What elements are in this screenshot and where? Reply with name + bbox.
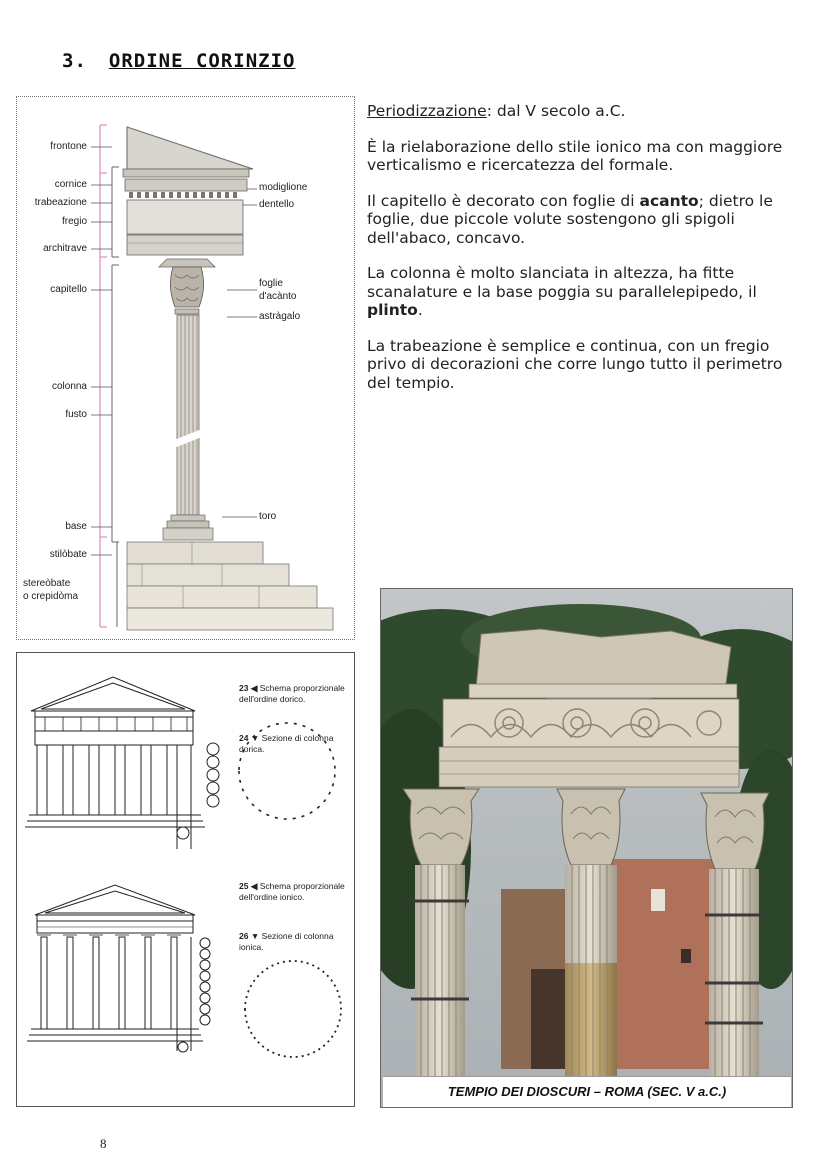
paragraph-column <box>367 264 787 320</box>
scheme-26-text: Sezione di colonna ionica. <box>239 931 334 952</box>
label-modiglione: modiglione <box>259 182 308 193</box>
label-stilobate: stilòbate <box>49 549 87 560</box>
label-crepidoma: o crepidòma <box>23 591 79 602</box>
photo-caption-bar <box>383 1076 791 1107</box>
paragraph-capital <box>367 192 787 248</box>
label-capitello: capitello <box>50 284 87 295</box>
paragraph-entablature: La trabeazione è semplice e continua, con un fregio privo di decorazioni che corre lungo tutto il perimetro del tempio. <box>367 336 783 392</box>
description-text <box>367 102 787 409</box>
label-foglie: foglie <box>259 278 283 289</box>
label-toro: toro <box>259 511 277 522</box>
paragraph-periodization <box>367 102 787 121</box>
periodization-value: : dal V secolo a.C. <box>486 102 626 120</box>
plinto-term: plinto <box>367 301 418 319</box>
label-base: base <box>65 521 87 532</box>
label-fregio: fregio <box>61 216 87 227</box>
label-colonna: colonna <box>51 381 87 392</box>
scheme-23-number: 23 ◀ <box>239 683 258 693</box>
label-architrave: architrave <box>43 243 87 254</box>
scheme-25-text: Schema proporzionale dell'ordine ionico. <box>239 881 345 902</box>
label-trabeazione: trabeazione <box>34 197 87 208</box>
scheme-24-caption <box>239 733 349 755</box>
label-frontone: frontone <box>50 141 87 152</box>
section-heading <box>62 50 295 72</box>
pink-guides <box>100 125 107 627</box>
scheme-26-number: 26 ▼ <box>239 931 260 941</box>
scheme-25-number: 25 ◀ <box>239 881 258 891</box>
section-number: 3. <box>62 50 87 72</box>
temple-photo-illustration <box>381 589 792 1107</box>
paragraph-intro: È la rielaborazione dello stile ionico ma con maggiore verticalismo e ricercatezza del formale. <box>367 137 783 174</box>
label-cornice: cornice <box>54 179 87 190</box>
scheme-26-caption <box>239 931 349 953</box>
column-text-b: . <box>417 301 423 319</box>
label-astragalo: astràgalo <box>259 311 301 322</box>
scheme-25-caption <box>239 881 349 903</box>
scheme-24-number: 24 ▼ <box>239 733 260 743</box>
label-dentello: dentello <box>259 199 295 210</box>
column-text-a: La colonna è molto slanciata in altezza, ha fitte scanalature e la base poggia su parallelepipedo, il <box>367 264 757 301</box>
label-stereobate: stereòbate <box>23 578 71 589</box>
label-fusto: fusto <box>65 409 87 420</box>
temple-photo <box>380 588 793 1108</box>
section-title: ORDINE CORINZIO <box>108 50 296 72</box>
scheme-23-text: Schema proporzionale dell'ordine dorico. <box>239 683 345 704</box>
acanto-term: acanto <box>639 191 699 210</box>
label-acanto: d'acànto <box>259 291 297 302</box>
capital-text-a: Il capitello è decorato con foglie di <box>367 191 640 210</box>
schemes-drawing <box>17 653 354 1106</box>
scheme-23-caption <box>239 683 349 705</box>
periodization-label: Periodizzazione <box>367 102 487 120</box>
scheme-24-text: Sezione di colonna dorica. <box>239 733 334 754</box>
capital-text-b: ; dietro le foglie, due piccole volute sostengono gli spigoli dell'abaco, concavo. <box>367 191 773 247</box>
photo-caption: TEMPIO DEI DIOSCURI – ROMA (SEC. V a.C.) <box>447 1084 727 1099</box>
pediment-shape <box>127 127 253 169</box>
corinthian-order-diagram <box>16 96 355 640</box>
page-number: 8 <box>100 1136 107 1151</box>
proportional-schemes <box>16 652 355 1107</box>
